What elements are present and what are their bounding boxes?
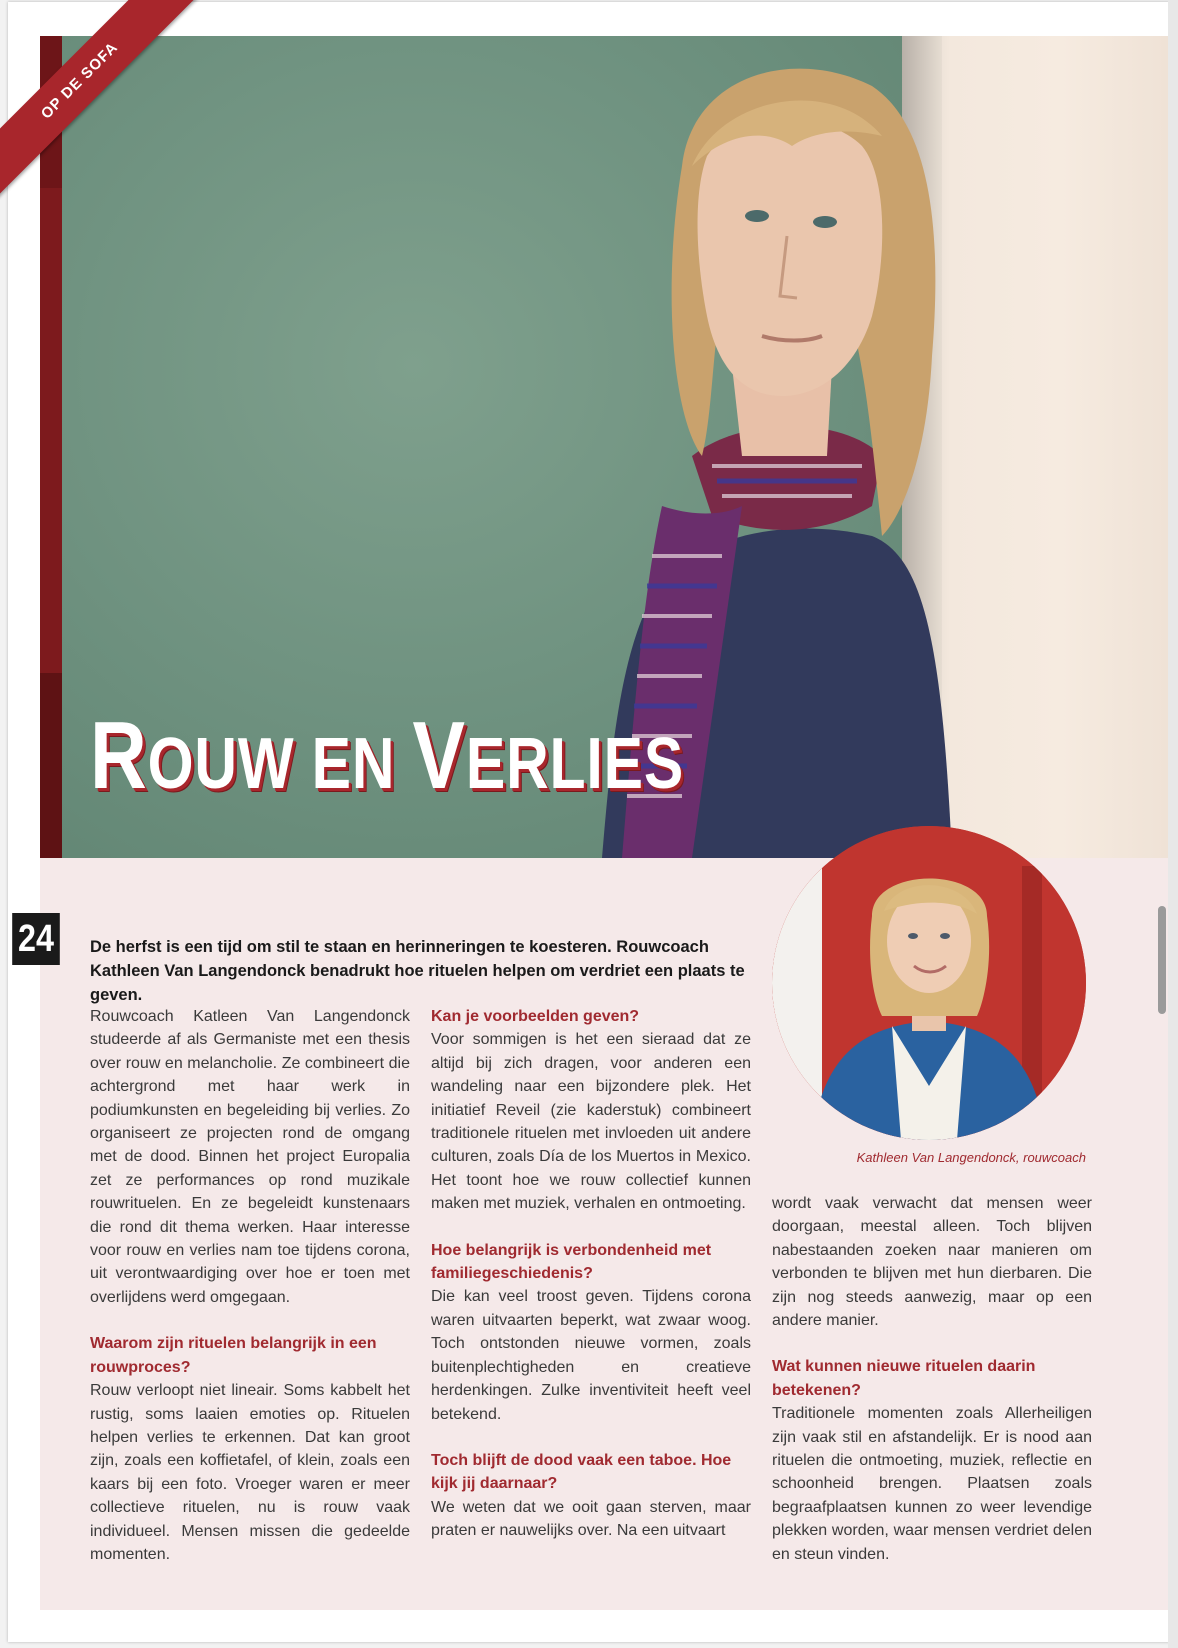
question-heading: Kan je voorbeelden geven? bbox=[431, 1008, 640, 1025]
title-initial-r: R bbox=[90, 702, 148, 809]
coach-portrait bbox=[772, 826, 1086, 1140]
paragraph: Rouwcoach Katleen Van Langendonck studeerde af als Germaniste met een thesis over rouw en melancholie. Ze combineert die achtergrond met haar werk in podiumkunsten en begeleiding bij verlies. Zo organiseert ze projecten rond de omgang met de dood. Binnen het project Europalia zet ze performances op rond muzikale rouwrituelen. En ze begeleidt kunstenaars die rond dit thema werken. Haar interesse voor rouw en verlies nam toe tijdens corona, uit verontwaardiging over hoe er toen met overlijdens werd omgegaan. bbox=[90, 1008, 410, 1306]
page-number: 24 bbox=[12, 913, 60, 965]
title-word-en: EN bbox=[311, 724, 396, 804]
paragraph: We weten dat we ooit gaan sterven, maar praten er nauwelijks over. Na een uitvaart bbox=[431, 1498, 751, 1540]
column-1 bbox=[90, 1005, 410, 1566]
title-rest-erlies: ERLIES bbox=[465, 724, 685, 804]
question-heading: Waarom zijn rituelen belangrijk in een rouwproces? bbox=[90, 1335, 377, 1376]
paragraph: Die kan veel troost geven. Tijdens corona waren uitvaarten beperkt, wat zwaar woog. Toch ontstonden nieuwe vormen, zoals buitenplechtigheden en creatieve herdenkingen. Zulke inventiviteit heeft veel betekend. bbox=[431, 1288, 751, 1423]
paragraph: wordt vaak verwacht dat mensen weer doorgaan, meestal alleen. Toch blijven nabestaanden zoeken naar manieren om verbonden te blijven met hun dierbaren. Die zijn nog steeds aanwezig, maar op een andere manier. bbox=[772, 1195, 1092, 1330]
section-ribbon-wrap bbox=[0, 0, 200, 200]
paragraph: Rouw verloopt niet lineair. Soms kabbelt het rustig, soms laaien emoties op. Rituelen helpen verlies te erkennen. Dat kan groot zijn, zoals een koffietafel, of klein, zoals een kaars bij een foto. Vroeger waren er meer collectieve rituelen, nu is rouw vaak individueel. Mensen missen die gedeelde momenten. bbox=[90, 1382, 410, 1563]
intro-text: De herfst is een tijd om stil te staan en herinneringen te koesteren. Rouwcoach Kathleen Van Langendonck benadrukt hoe rituelen helpen om verdriet een plaats te geven. bbox=[90, 938, 745, 1004]
title-rest-ouw: OUW bbox=[147, 724, 295, 804]
paragraph: Traditionele momenten zoals Allerheiligen zijn vaak stil en afstandelijk. Er is nood aan rituelen die ontmoeting, muziek, reflectie en schoonheid brengen. Plaatsen zoals begraafplaatsen kunnen zo weer levendige plekken worden, waar mensen verdriet delen en steun vinden. bbox=[772, 1405, 1092, 1563]
page-edge bbox=[1168, 0, 1178, 1648]
column-3 bbox=[772, 1192, 1092, 1566]
article-title bbox=[90, 702, 685, 809]
paragraph: Voor sommigen is het een sieraad dat ze altijd bij zich dragen, voor anderen een wandeling naar een bijzondere plek. Het initiatief Reveil (zie kaderstuk) combineert traditionele rituelen met invloeden uit andere culturen, zoals Día de los Muertos in Mexico. Het toont hoe we rouw collectief kunnen maken met muziek, verhalen en ontmoeting. bbox=[431, 1031, 751, 1213]
column-2 bbox=[431, 1005, 751, 1543]
scrollbar-thumb[interactable] bbox=[1158, 906, 1166, 1014]
photo-caption: Kathleen Van Langendonck, rouwcoach bbox=[856, 1150, 1086, 1165]
question-heading: Wat kunnen nieuwe rituelen daarin betekenen? bbox=[772, 1358, 1036, 1399]
section-tag: OP DE SOFA bbox=[0, 0, 200, 200]
title-initial-v: V bbox=[412, 702, 466, 809]
coach-photo bbox=[772, 826, 1086, 1140]
question-heading: Hoe belangrijk is verbondenheid met familiegeschiedenis? bbox=[431, 1241, 712, 1283]
question-heading: Toch blijft de dood vaak een taboe. Hoe kijk jij daarnaar? bbox=[431, 1451, 732, 1493]
